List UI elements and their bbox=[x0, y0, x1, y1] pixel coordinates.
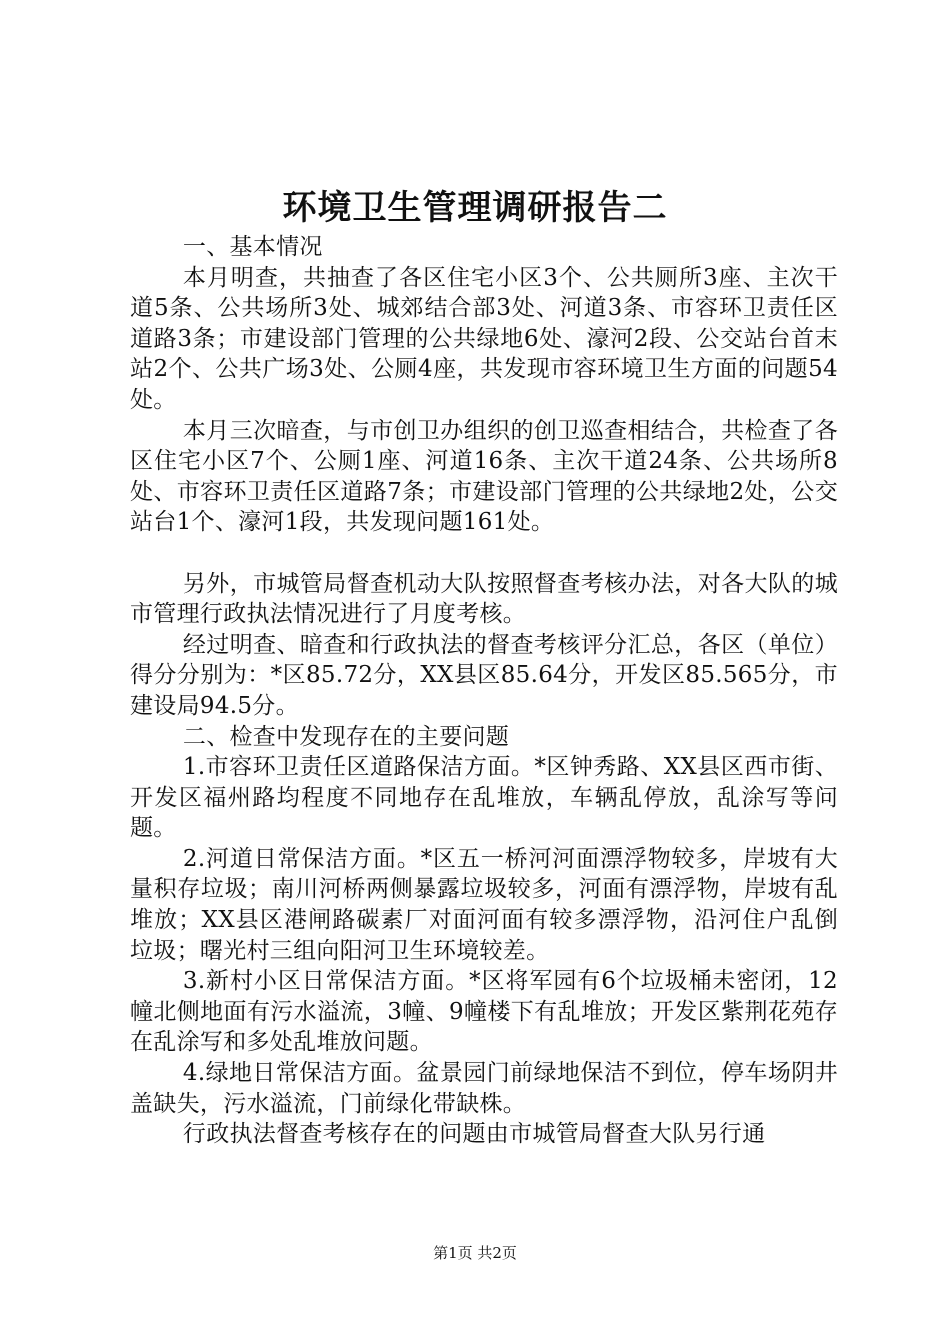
body-paragraph: 经过明查、暗查和行政执法的督查考核评分汇总，各区（单位）得分分别为：*区85.72分，XX县区85.64分，开发区85.565分，市建设局94.5分。 bbox=[130, 631, 838, 719]
document-body bbox=[130, 232, 838, 1150]
body-paragraph: 1.市容环卫责任区道路保洁方面。*区钟秀路、XX县区西市街、开发区福州路均程度不同地存在乱堆放，车辆乱停放，乱涂写等问题。 bbox=[130, 754, 838, 842]
section-heading: 二、检查中发现存在的主要问题 bbox=[182, 723, 510, 750]
body-paragraph: 本月三次暗查，与市创卫办组织的创卫巡查相结合，共检查了各区住宅小区7个、公厕1座、河道16条、主次干道24条、公共场所8处、市容环卫责任区道路7条；市建设部门管理的公共绿地2处，公交站台1个、濠河1段，共发现问题161处。 bbox=[130, 417, 838, 536]
body-paragraph: 3.新村小区日常保洁方面。*区将军园有6个垃圾桶未密闭，12幢北侧地面有污水溢流，3幢、9幢楼下有乱堆放；开发区紫荆花苑存在乱涂写和多处乱堆放问题。 bbox=[130, 968, 838, 1056]
document-title: 环境卫生管理调研报告二 bbox=[282, 188, 668, 228]
body-paragraph: 4.绿地日常保洁方面。盆景园门前绿地保洁不到位，停车场阴井盖缺失，污水溢流，门前绿化带缺株。 bbox=[130, 1060, 838, 1117]
body-paragraph: 另外，市城管局督查机动大队按照督查考核办法，对各大队的城市管理行政执法情况进行了月度考核。 bbox=[130, 570, 838, 628]
body-paragraph: 本月明查，共抽查了各区住宅小区3个、公共厕所3座、主次干道5条、公共场所3处、城郊结合部3处、河道3条、市容环卫责任区道路3条；市建设部门管理的公共绿地6处、濠河2段、公交站台首末站2个、公共广场3处、公厕4座，共发现市容环境卫生方面的问题54处。 bbox=[130, 264, 838, 413]
body-paragraph: 2.河道日常保洁方面。*区五一桥河河面漂浮物较多，岸坡有大量积存垃圾；南川河桥两侧暴露垃圾较多，河面有漂浮物，岸坡有乱堆放；XX县区港闸路碳素厂对面河面有较多漂浮物，沿河住户乱倒垃圾；曙光村三组向阳河卫生环境较差。 bbox=[130, 845, 838, 964]
section-heading: 一、基本情况 bbox=[182, 234, 323, 260]
page-footer: 第1页 共2页 bbox=[433, 1244, 517, 1262]
body-paragraph: 行政执法督查考核存在的问题由市城管局督查大队另行通 bbox=[182, 1121, 766, 1148]
blank-line bbox=[130, 538, 838, 569]
